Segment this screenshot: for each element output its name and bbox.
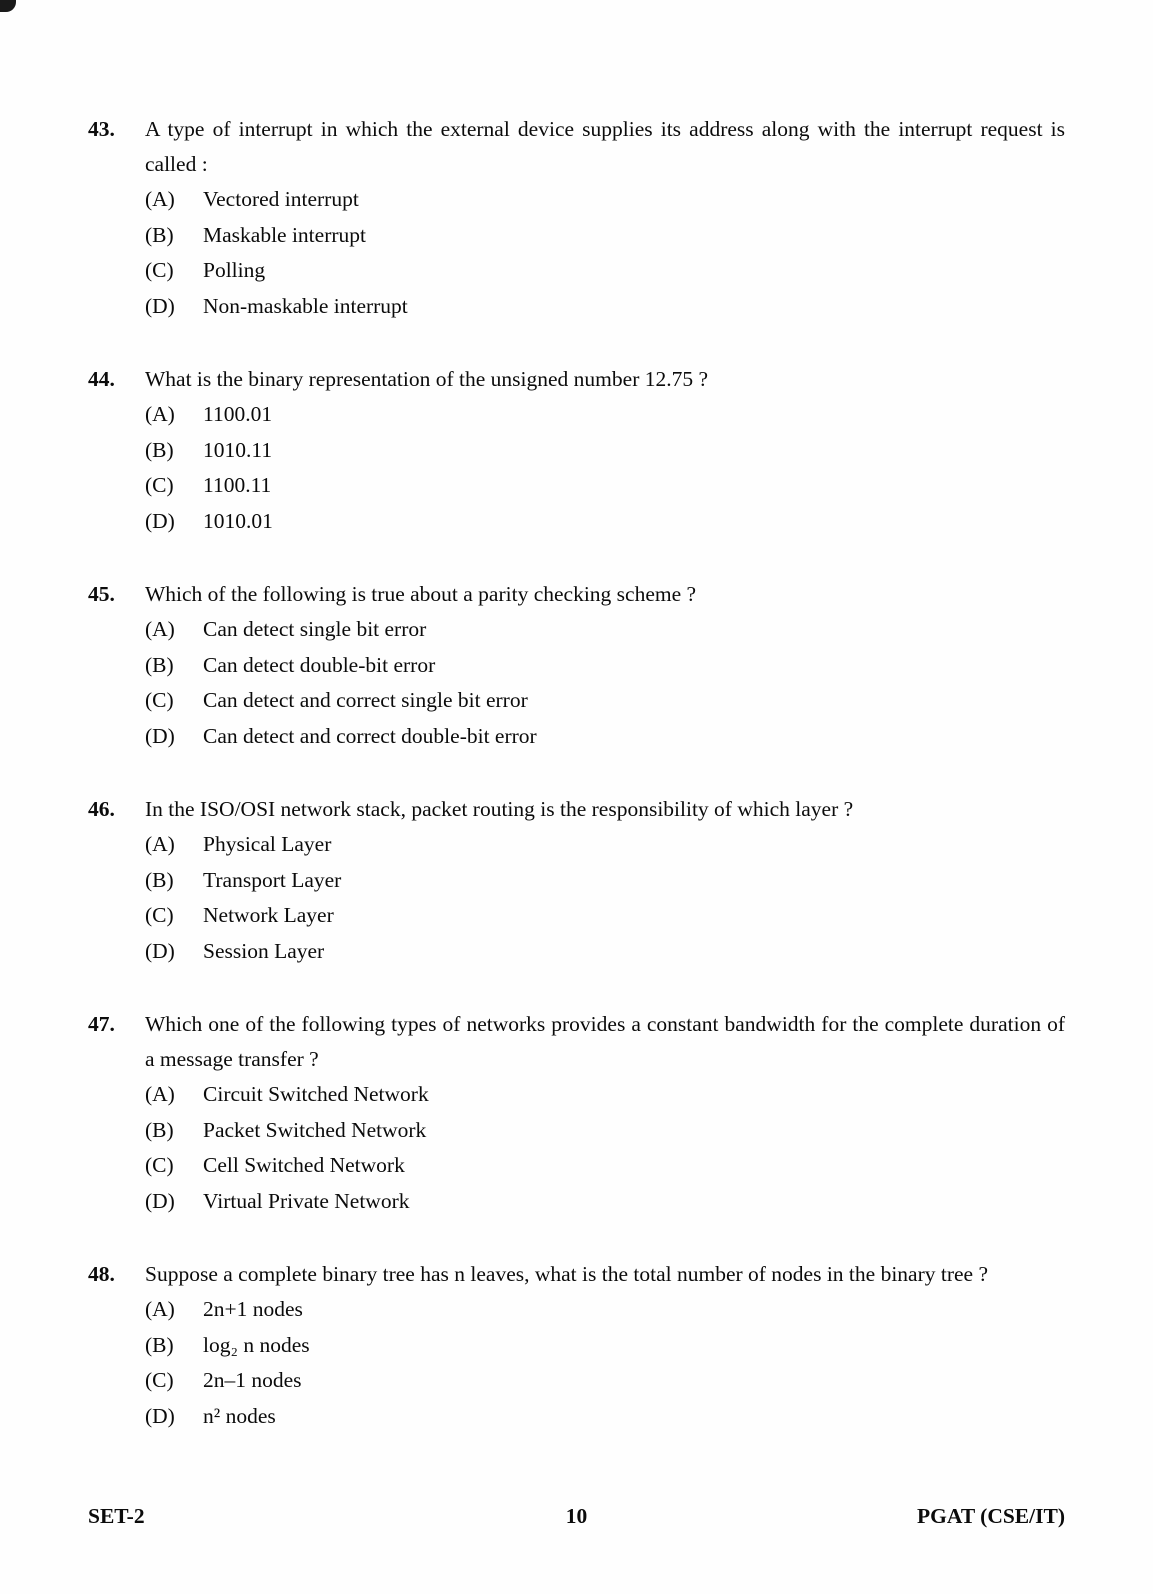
option-text: Polling bbox=[203, 258, 266, 282]
option-row bbox=[145, 397, 1065, 433]
option-label: (B) bbox=[145, 222, 174, 247]
question-item bbox=[88, 112, 1065, 324]
option-row bbox=[145, 648, 1065, 684]
option-label: (A) bbox=[145, 617, 175, 641]
option-text: 1010.01 bbox=[203, 508, 273, 533]
option-label: (D) bbox=[145, 508, 175, 533]
option-label: (C) bbox=[145, 473, 174, 497]
option-label: (D) bbox=[145, 293, 175, 318]
option-row bbox=[145, 934, 1065, 970]
question-body bbox=[145, 577, 1065, 754]
option-text: Can detect and correct single bit error bbox=[203, 688, 528, 712]
option-row bbox=[145, 1399, 1065, 1435]
option-row bbox=[145, 827, 1065, 863]
options-list bbox=[145, 182, 1065, 324]
option-label: (C) bbox=[145, 258, 174, 282]
question-item bbox=[88, 1007, 1065, 1219]
option-text: Maskable interrupt bbox=[203, 222, 366, 247]
option-text: Virtual Private Network bbox=[203, 1188, 410, 1213]
options-list bbox=[145, 1292, 1065, 1434]
option-label: (A) bbox=[145, 1082, 175, 1106]
option-row bbox=[145, 898, 1065, 934]
question-item bbox=[88, 792, 1065, 969]
option-text: 1010.11 bbox=[203, 437, 273, 462]
question-body bbox=[145, 1007, 1065, 1219]
question-number: 44. bbox=[88, 367, 115, 391]
option-row bbox=[145, 1292, 1065, 1328]
option-text: 1100.01 bbox=[203, 402, 273, 426]
footer-page-number: 10 bbox=[565, 1504, 588, 1528]
option-row bbox=[145, 289, 1065, 325]
option-row bbox=[145, 504, 1065, 540]
option-row bbox=[145, 1184, 1065, 1220]
option-label: (B) bbox=[145, 437, 174, 462]
option-text: Circuit Switched Network bbox=[203, 1082, 429, 1106]
option-text: Non-maskable interrupt bbox=[203, 293, 408, 318]
option-text: Physical Layer bbox=[203, 832, 332, 856]
option-label: (B) bbox=[145, 652, 174, 677]
question-list bbox=[88, 112, 1065, 1472]
option-row bbox=[145, 719, 1065, 755]
option-text: 2n–1 nodes bbox=[203, 1368, 302, 1392]
option-label: (B) bbox=[145, 867, 174, 892]
question-text: Which of the following is true about a parity checking scheme ? bbox=[145, 582, 697, 606]
option-row bbox=[145, 1363, 1065, 1399]
option-label: (C) bbox=[145, 903, 174, 927]
question-body bbox=[145, 362, 1065, 539]
option-row bbox=[145, 1328, 1065, 1364]
option-row bbox=[145, 433, 1065, 469]
option-text: 2n+1 nodes bbox=[203, 1297, 303, 1321]
scan-corner-artifact bbox=[0, 0, 16, 12]
question-body bbox=[145, 112, 1065, 324]
options-list bbox=[145, 827, 1065, 969]
option-text: n² nodes bbox=[203, 1403, 276, 1428]
question-number: 48. bbox=[88, 1262, 115, 1286]
option-label: (A) bbox=[145, 187, 175, 211]
option-label: (A) bbox=[145, 1297, 175, 1321]
question-item bbox=[88, 362, 1065, 539]
options-list bbox=[145, 1077, 1065, 1219]
option-text: log₂ n nodes bbox=[203, 1332, 310, 1357]
option-row bbox=[145, 182, 1065, 218]
options-list bbox=[145, 612, 1065, 754]
option-label: (C) bbox=[145, 688, 174, 712]
option-text: Transport Layer bbox=[203, 867, 342, 892]
option-row bbox=[145, 612, 1065, 648]
question-body bbox=[145, 1257, 1065, 1434]
question-text: Suppose a complete binary tree has n leaves, what is the total number of nodes in the binary tree ? bbox=[145, 1262, 989, 1286]
option-text: Network Layer bbox=[203, 903, 334, 927]
option-label: (D) bbox=[145, 1188, 175, 1213]
option-label: (A) bbox=[145, 402, 175, 426]
option-row bbox=[145, 1113, 1065, 1149]
question-item bbox=[88, 1257, 1065, 1434]
question-text: In the ISO/OSI network stack, packet routing is the responsibility of which layer ? bbox=[145, 797, 854, 821]
question-item bbox=[88, 577, 1065, 754]
option-row bbox=[145, 863, 1065, 899]
option-row bbox=[145, 683, 1065, 719]
option-text: Can detect single bit error bbox=[203, 617, 427, 641]
option-label: (A) bbox=[145, 832, 175, 856]
question-text: A type of interrupt in which the external device supplies its address along with the interrupt request is called : bbox=[145, 117, 1065, 176]
option-text: Can detect double-bit error bbox=[203, 652, 436, 677]
question-number: 46. bbox=[88, 797, 115, 821]
option-label: (C) bbox=[145, 1368, 174, 1392]
option-row bbox=[145, 218, 1065, 254]
question-number: 43. bbox=[88, 117, 115, 141]
option-text: Vectored interrupt bbox=[203, 187, 359, 211]
option-row bbox=[145, 1148, 1065, 1184]
question-body bbox=[145, 792, 1065, 969]
option-label: (C) bbox=[145, 1153, 174, 1177]
option-text: Cell Switched Network bbox=[203, 1153, 405, 1177]
option-row bbox=[145, 253, 1065, 289]
option-text: Can detect and correct double-bit error bbox=[203, 723, 537, 748]
option-label: (D) bbox=[145, 1403, 175, 1428]
question-text: What is the binary representation of the unsigned number 12.75 ? bbox=[145, 367, 709, 391]
option-text: 1100.11 bbox=[203, 473, 272, 497]
page-footer bbox=[88, 1504, 1065, 1532]
question-number: 45. bbox=[88, 582, 115, 606]
options-list bbox=[145, 397, 1065, 539]
option-label: (D) bbox=[145, 938, 175, 963]
option-row bbox=[145, 1077, 1065, 1113]
footer-set-label: SET-2 bbox=[88, 1504, 145, 1528]
option-label: (B) bbox=[145, 1332, 174, 1357]
option-label: (D) bbox=[145, 723, 175, 748]
question-text: Which one of the following types of networks provides a constant bandwidth for the complete duration of a message transfer ? bbox=[145, 1012, 1065, 1071]
option-label: (B) bbox=[145, 1117, 174, 1142]
footer-exam-name: PGAT (CSE/IT) bbox=[917, 1504, 1065, 1528]
option-text: Packet Switched Network bbox=[203, 1117, 427, 1142]
option-row bbox=[145, 468, 1065, 504]
question-number: 47. bbox=[88, 1012, 115, 1036]
option-text: Session Layer bbox=[203, 938, 325, 963]
